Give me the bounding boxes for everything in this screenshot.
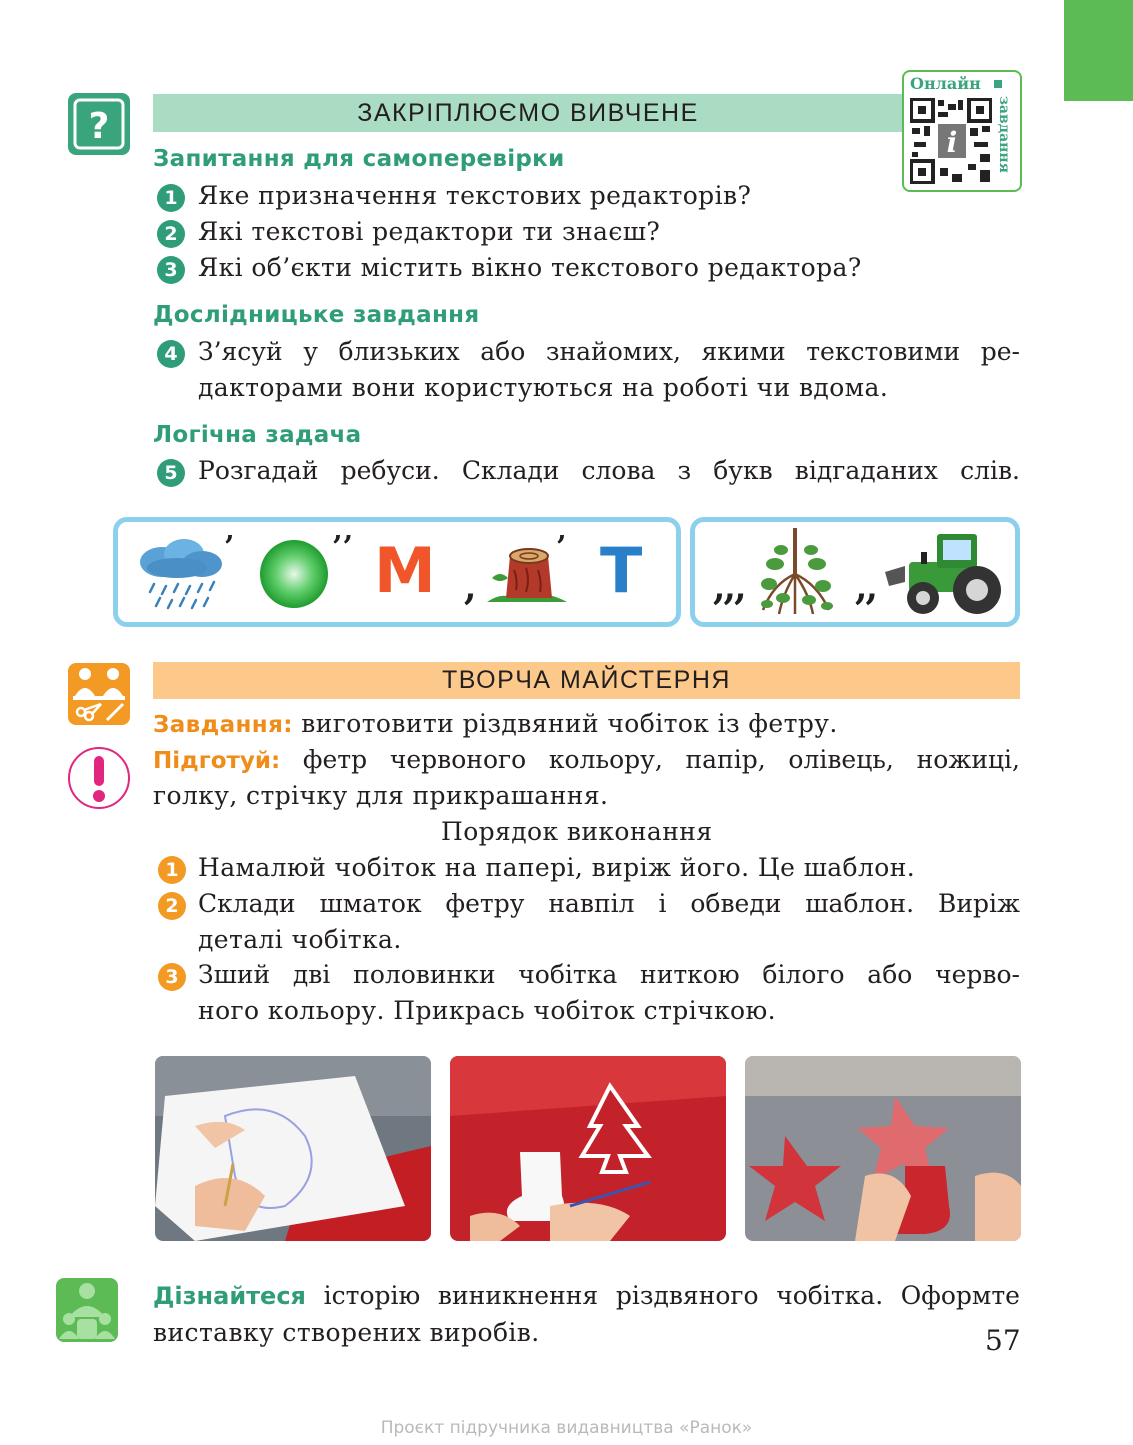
online-tasks-qr[interactable] (902, 70, 1022, 192)
step-number-2: 2 (158, 892, 186, 920)
task-line (153, 709, 838, 738)
step-2-line-1: Склади шматок фетру навпіл і обведи шаблон. Виріж (198, 889, 1020, 918)
section-heading-workshop-text: ТВОРЧА МАЙСТЕРНЯ (442, 666, 731, 694)
question-2: Які текстові редактори ти знаєш? (198, 217, 661, 246)
learn-label: Дізнайтеся (153, 1282, 306, 1310)
workshop-icon (67, 662, 131, 726)
qr-top-label: Онлайн (910, 74, 981, 93)
research-line-2: дакторами вони користуються на роботі чи вдома. (198, 373, 889, 402)
question-3: Які об’єкти містить вікно текстового редактора? (198, 253, 862, 282)
question-1: Яке призначення текстових редакторів? (198, 181, 752, 210)
question-icon (67, 92, 131, 156)
question-number-3: 3 (157, 256, 185, 284)
svg-text:?: ? (88, 106, 110, 147)
research-title: Дослідницьке завдання (153, 302, 480, 328)
question-number-2: 2 (157, 220, 185, 248)
green-ball-icon (258, 538, 330, 610)
research-line-1: З’ясуй у близьких або знайомих, якими текстовими ре- (198, 337, 1020, 366)
task-text: виготовити різдвяний чобіток із фетру. (301, 709, 838, 738)
step-3-line-1: Зший дві половинки чобітка ниткою білого або черво- (198, 960, 1020, 989)
section-heading-review-text: ЗАКРІПЛЮЄМО ВИВЧЕНЕ (357, 98, 699, 127)
order-title: Порядок виконання (441, 817, 713, 846)
qr-code-icon (910, 98, 992, 188)
prepare-line-2: голку, стрічку для прикрашання. (153, 781, 609, 810)
rebus-puzzle-1 (113, 517, 681, 627)
rebus-letter-m: М (374, 534, 436, 607)
rebus-puzzle-2 (690, 517, 1020, 627)
logic-title: Логічна задача (153, 422, 362, 448)
prepare-line-1 (153, 745, 1020, 774)
rebus-letter-t: Т (600, 534, 643, 607)
rain-cloud-icon (132, 534, 232, 614)
svg-text:i: i (946, 126, 958, 159)
qr-dot-icon (994, 80, 1002, 88)
step-2-line-2: деталі чобітка. (198, 925, 402, 954)
step-1-line-1: Намалюй чобіток на папері, виріж його. Це шаблон. (198, 853, 916, 882)
prepare-label: Підготуй: (153, 748, 281, 774)
footer-note: Проєкт підручника видавництва «Ранок» (380, 1418, 753, 1438)
learn-text-1: історію виникнення різдвяного чобітка. Оформте (323, 1281, 1020, 1310)
rebus-comma-2: ’’ (332, 530, 353, 565)
photo-cutting-template (155, 1056, 431, 1241)
rebus-commas-6: ,, (855, 566, 877, 608)
step-number-3: 3 (158, 963, 186, 991)
logic-text: Розгадай ребуси. Склади слова з букв відгаданих слів. (198, 456, 1020, 485)
photo-tracing-felt (450, 1056, 726, 1241)
prepare-text-1: фетр червоного кольору, папір, олівець, ножиці, (302, 745, 1020, 774)
self-check-title: Запитання для самоперевірки (153, 146, 565, 172)
research-number: 4 (157, 340, 185, 368)
family-icon (55, 1277, 119, 1343)
photo-decorating-stocking (745, 1056, 1021, 1241)
section-heading-workshop (153, 662, 1020, 699)
learn-line-2: виставку створених виробів. (153, 1318, 540, 1347)
tractor-icon (881, 526, 1005, 618)
logic-number: 5 (157, 459, 185, 487)
rebus-comma-4: ’ (556, 530, 567, 565)
step-3-line-2: ного кольору. Прикрась чобіток стрічкою. (198, 996, 777, 1025)
tree-roots-icon (753, 524, 839, 618)
question-number-1: 1 (157, 184, 185, 212)
step-number-1: 1 (158, 856, 186, 884)
learn-line-1 (153, 1281, 1020, 1310)
qr-side-label: завдання (996, 96, 1012, 173)
chapter-tab (1064, 0, 1133, 101)
task-label: Завдання: (153, 712, 293, 738)
rebus-comma-1: ’ (224, 530, 235, 565)
page-number: 57 (985, 1324, 1021, 1357)
section-heading-review (153, 94, 903, 132)
exclamation-icon (67, 746, 131, 810)
rebus-comma-3: , (464, 566, 477, 608)
rebus-commas-5: ,,, (713, 566, 745, 608)
